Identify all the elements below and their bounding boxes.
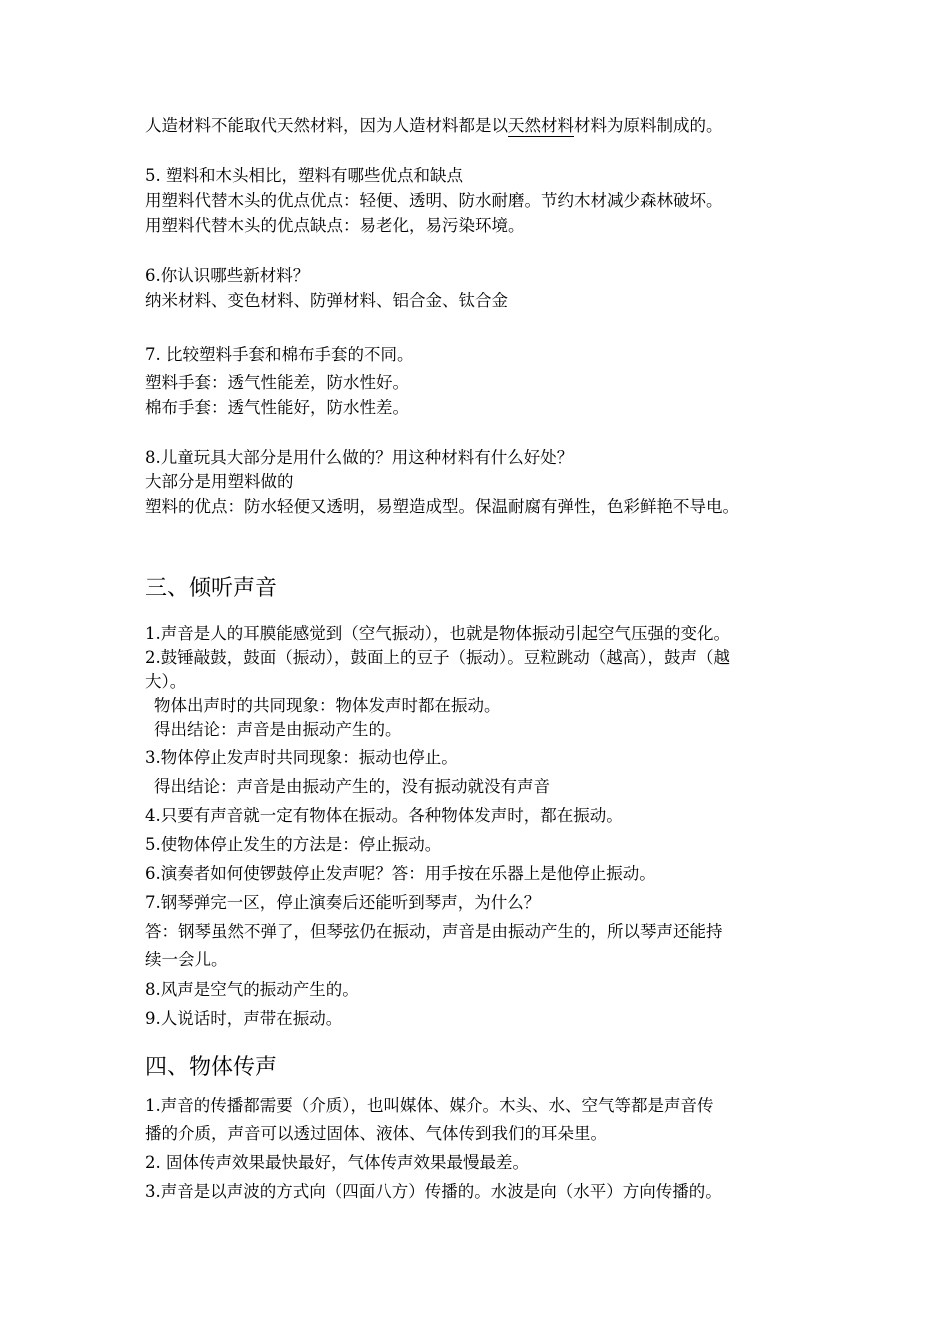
intro-underlined-answer: 天然材料 — [508, 116, 574, 135]
s3-line: 物体出声时的共同现象：物体发声时都在振动。 — [154, 696, 501, 715]
q6-answer: 纳米材料、变色材料、防弹材料、铝合金、钛合金 — [145, 291, 508, 310]
q7-plastic-gloves: 塑料手套：透气性能差，防水性好。 — [145, 373, 409, 392]
s3-line: 5.使物体停止发生的方法是：停止振动。 — [145, 835, 442, 854]
section-4-heading: 四、物体传声 — [145, 1055, 278, 1080]
q6-question: 6.你认识哪些新材料？ — [145, 266, 310, 285]
q8-answer-1: 大部分是用塑料做的 — [145, 472, 294, 491]
s3-line: 得出结论：声音是由振动产生的，没有振动就没有声音 — [154, 777, 550, 796]
intro-text-before: 人造材料不能取代天然材料，因为人造材料都是以 — [145, 116, 508, 135]
s3-line: 1.声音是人的耳膜能感觉到（空气振动），也就是物体振动引起空气压强的变化。 — [145, 624, 730, 643]
s3-line: 6.演奏者如何使锣鼓停止发声呢？答：用手按在乐器上是他停止振动。 — [145, 864, 656, 883]
s4-line: 2. 固体传声效果最快最好，气体传声效果最慢最差。 — [145, 1153, 529, 1172]
q7-cotton-gloves: 棉布手套：透气性能好，防水性差。 — [145, 398, 409, 417]
s3-line: 3.物体停止发声时共同现象：振动也停止。 — [145, 748, 458, 767]
q7-question: 7. 比较塑料手套和棉布手套的不同。 — [145, 345, 414, 364]
s3-line: 答：钢琴虽然不弹了，但琴弦仍在振动，声音是由振动产生的，所以琴声还能持 — [145, 922, 723, 941]
s4-line: 1.声音的传播都需要（介质），也叫媒体、媒介。木头、水、空气等都是声音传 — [145, 1096, 714, 1115]
s3-line: 续一会儿。 — [145, 950, 228, 969]
q8-question: 8.儿童玩具大部分是用什么做的？用这种材料有什么好处？ — [145, 448, 574, 467]
s3-line: 2.鼓锤敲鼓，鼓面（振动），鼓面上的豆子（振动）。豆粒跳动（越高），鼓声（越 — [145, 648, 730, 667]
s4-line: 3.声音是以声波的方式向（四面八方）传播的。水波是向（水平）方向传播的。 — [145, 1182, 722, 1201]
q5-question: 5. 塑料和木头相比，塑料有哪些优点和缺点 — [145, 166, 463, 185]
q5-pros: 用塑料代替木头的优点优点：轻便、透明、防水耐磨。节约木材减少森林破坏。 — [145, 191, 723, 210]
s3-line: 9.人说话时，声带在振动。 — [145, 1009, 343, 1028]
q5-cons: 用塑料代替木头的优点缺点：易老化，易污染环境。 — [145, 216, 525, 235]
intro-text-after: 材料为原料制成的。 — [574, 116, 723, 135]
s3-line: 4.只要有声音就一定有物体在振动。各种物体发声时，都在振动。 — [145, 806, 623, 825]
section-3-heading: 三、倾听声音 — [145, 576, 278, 601]
q8-answer-2: 塑料的优点：防水轻便又透明，易塑造成型。保温耐腐有弹性，色彩鲜艳不导电。 — [145, 497, 739, 516]
s3-line: 得出结论：声音是由振动产生的。 — [154, 720, 402, 739]
s4-line: 播的介质，声音可以透过固体、液体、气体传到我们的耳朵里。 — [145, 1124, 607, 1143]
intro-paragraph — [145, 114, 723, 138]
s3-line: 7.钢琴弹完一区，停止演奏后还能听到琴声，为什么？ — [145, 893, 541, 912]
s3-line: 8.风声是空气的振动产生的。 — [145, 980, 359, 999]
s3-line: 大）。 — [145, 672, 187, 691]
